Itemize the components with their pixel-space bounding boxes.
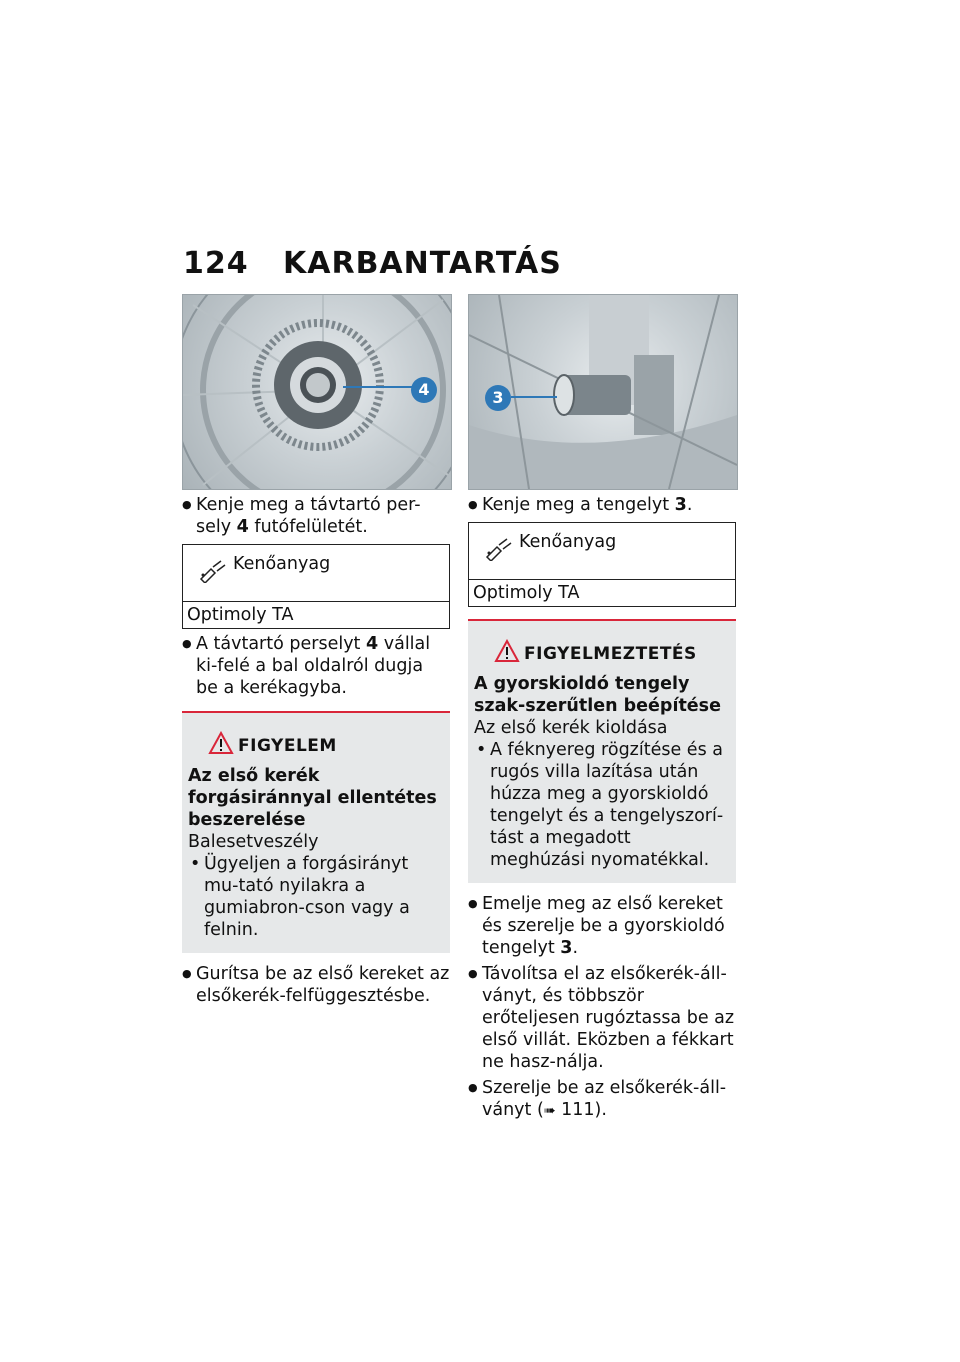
warning-triangle-icon — [208, 731, 234, 755]
callout-badge — [411, 377, 437, 403]
section-title: KARBANTARTÁS — [283, 246, 562, 281]
step-install-stand — [468, 1077, 736, 1122]
step-text: Emelje meg az első kereket és szerelje be a gyorskioldó tengelyt — [482, 894, 725, 958]
page-number: 124 — [183, 246, 249, 281]
step-lubricate-axle — [468, 494, 736, 516]
caution-box — [182, 711, 450, 953]
step-roll-wheel — [182, 963, 450, 1007]
lubricant-box — [468, 522, 736, 607]
axle-photo — [468, 294, 738, 490]
caution-action: • Ügyeljen a forgásirányt mu-tató nyilakra a gumiabron-cson vagy a felnin. — [188, 853, 444, 941]
step-text: . — [686, 495, 693, 515]
step-text: ). — [594, 1100, 607, 1120]
caution-title: FIGYELEM — [238, 736, 337, 756]
step-text: vállal ki-felé a bal oldalról dugja be a kerékagyba. — [196, 634, 431, 698]
step-text: Gurítsa be az első kereket az elsőkerék-felfüggesztésbe. — [196, 964, 450, 1006]
wheel-hub-photo — [182, 294, 452, 490]
warning-consequence: Az első kerék kioldása — [474, 718, 668, 738]
step-text: Kenje meg a tengelyt — [482, 495, 675, 515]
page-header — [183, 246, 562, 286]
step-text: Szerelje be az elsőkerék-áll-ványt ( — [482, 1078, 727, 1120]
step-text: Távolítsa el az elsőkerék-áll-ványt, és többször erőteljesen rugóztassa be az első villát. Eközben a fékkart ne hasz-nálja. — [482, 964, 735, 1072]
callout-number: 4 — [418, 380, 430, 399]
lubricant-value: Optimoly TA — [473, 583, 580, 603]
warning-box — [468, 619, 736, 883]
lubricant-label: Kenőanyag — [519, 532, 617, 552]
warning-triangle-icon — [494, 639, 520, 663]
step-remove-stand — [468, 963, 736, 1073]
lubricant-value: Optimoly TA — [187, 605, 294, 625]
page-ref-arrow-icon: ➠ — [543, 1103, 556, 1119]
part-number: 3 — [674, 495, 687, 515]
step-insert-bushing — [182, 633, 450, 699]
part-number: 4 — [236, 517, 249, 537]
step-text: futófelületét. — [248, 517, 368, 537]
oil-can-icon — [197, 559, 227, 583]
right-column — [468, 294, 736, 1122]
callout-number: 3 — [492, 388, 504, 407]
caution-subtitle: Az első kerék forgásiránnyal ellentétes beszerelése — [188, 766, 437, 830]
warning-subtitle: A gyorskioldó tengely szak-szerűtlen beépítése — [474, 674, 721, 716]
step-text: . — [572, 938, 579, 958]
part-number: 3 — [560, 938, 573, 958]
page-ref-link[interactable]: 111 — [561, 1100, 595, 1120]
lubricant-box — [182, 544, 450, 629]
callout-badge — [485, 385, 511, 411]
step-install-axle — [468, 893, 736, 959]
lubricant-label: Kenőanyag — [233, 554, 331, 574]
step-text: A távtartó perselyt — [196, 634, 366, 654]
warning-action: • A féknyereg rögzítése és a rugós villa lazítása után húzza meg a gyorskioldó tengelyt és a tengelyszorí-tást a megadott meghúzási nyomatékkal. — [474, 739, 730, 871]
warning-title: FIGYELMEZTETÉS — [524, 644, 697, 664]
step-text: Kenje meg a távtartó per-sely — [196, 495, 421, 537]
left-column — [182, 294, 450, 1007]
caution-consequence: Balesetveszély — [188, 832, 319, 852]
part-number: 4 — [365, 634, 379, 654]
step-lubricate-bushing — [182, 494, 450, 538]
oil-can-icon — [483, 537, 513, 561]
